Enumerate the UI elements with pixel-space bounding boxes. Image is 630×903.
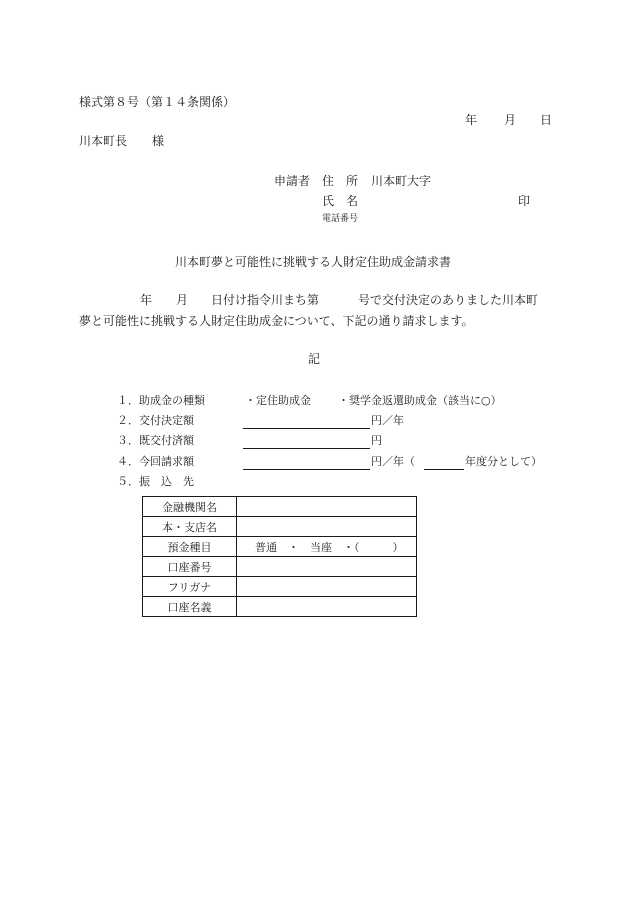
item-2-unit: 円／年 bbox=[371, 414, 404, 427]
body-month: 月 bbox=[176, 293, 189, 307]
body-date-text: 日付け指令川まち第 bbox=[211, 293, 320, 307]
table-cell-label: 本・支店名 bbox=[143, 517, 237, 537]
phone-label: 電話番号 bbox=[322, 214, 359, 224]
furigana-field[interactable] bbox=[237, 577, 417, 597]
date-month-label: 月 bbox=[504, 113, 517, 127]
item-3-unit: 円 bbox=[371, 434, 382, 447]
form-number: 様式第８号（第１４条関係） bbox=[79, 95, 236, 109]
address-label: 住 所 bbox=[322, 174, 359, 188]
seal-mark: 印 bbox=[518, 194, 531, 208]
item-1-option-1: ・定住助成金 bbox=[245, 394, 311, 407]
addressee-honorific: 様 bbox=[152, 134, 165, 148]
table-cell-label: フリガナ bbox=[143, 577, 237, 597]
item-4-year-blank-line bbox=[424, 456, 464, 472]
applicant-label: 申請者 bbox=[274, 174, 311, 188]
table-row bbox=[143, 557, 417, 577]
table-row bbox=[143, 577, 417, 597]
table-cell-label: 預金種目 bbox=[143, 537, 237, 557]
address-value: 川本町大字 bbox=[371, 174, 432, 188]
item-4-blank-line bbox=[243, 456, 370, 472]
document-title: 川本町夢と可能性に挑戦する人財定住助成金請求書 bbox=[175, 255, 452, 269]
table-cell-label: 口座番号 bbox=[143, 557, 237, 577]
item-1-option-2: ・奨学金返還助成金（該当に○） bbox=[338, 394, 502, 407]
bank-name-field[interactable] bbox=[237, 497, 417, 517]
table-cell-label: 金融機関名 bbox=[143, 497, 237, 517]
body-year: 年 bbox=[140, 293, 153, 307]
item-2-label: ２．交付決定額 bbox=[117, 414, 194, 427]
body-after-text: 号で交付決定のありました川本町 bbox=[358, 293, 539, 307]
item-4-unit: 円／年（ bbox=[371, 455, 415, 468]
ki-heading: 記 bbox=[308, 352, 321, 366]
bank-transfer-table bbox=[142, 496, 417, 617]
item-3-blank-line bbox=[243, 435, 370, 451]
table-row bbox=[143, 517, 417, 537]
item-1-label: １．助成金の種類 bbox=[117, 394, 205, 407]
date-year-label: 年 bbox=[465, 113, 478, 127]
account-number-field[interactable] bbox=[237, 557, 417, 577]
item-5-label: ５．振 込 先 bbox=[117, 475, 194, 488]
addressee: 川本町長 bbox=[79, 134, 128, 148]
table-row bbox=[143, 597, 417, 617]
item-2-blank-line bbox=[243, 415, 370, 431]
table-row bbox=[143, 497, 417, 517]
body-line-2: 夢と可能性に挑戦する人財定住助成金について、下記の通り請求します。 bbox=[79, 314, 474, 328]
item-4-suffix: 年度分として） bbox=[465, 455, 542, 468]
account-holder-field[interactable] bbox=[237, 597, 417, 617]
table-row bbox=[143, 537, 417, 557]
item-3-label: ３．既交付済額 bbox=[117, 434, 194, 447]
account-type-field[interactable]: 普通 ・ 当座 ・（ ） bbox=[237, 537, 417, 557]
name-label: 氏 名 bbox=[322, 194, 359, 208]
branch-name-field[interactable] bbox=[237, 517, 417, 537]
table-cell-label: 口座名義 bbox=[143, 597, 237, 617]
date-day-label: 日 bbox=[540, 113, 553, 127]
item-4-label: ４．今回請求額 bbox=[117, 455, 194, 468]
